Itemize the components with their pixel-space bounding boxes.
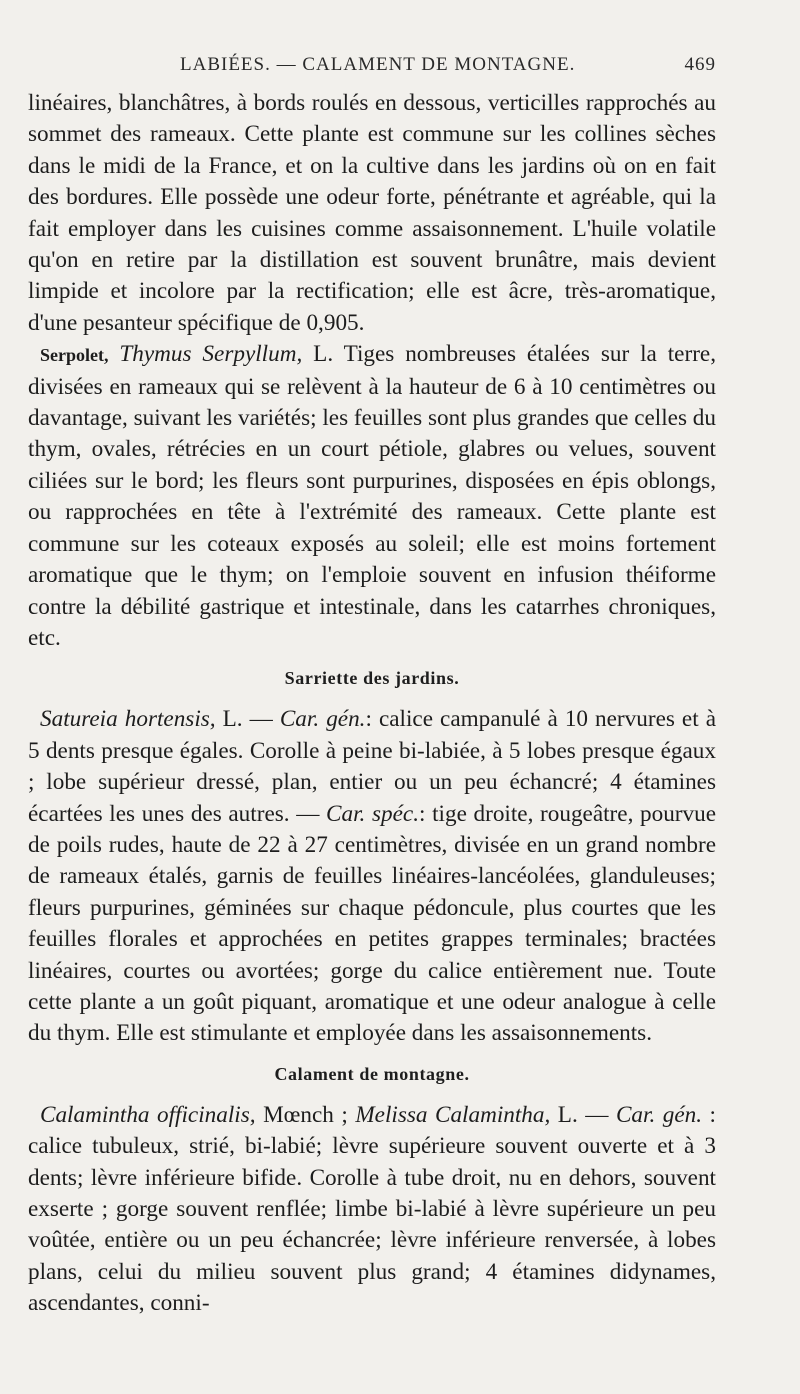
sarriette-genus-description: : calice campanulé à 10 nervures et à 5 dents presque égales. Corolle à peine bi-labiée, à 5 lobes presque égaux ; lobe supérieur dressé, plan, entier ou un peu échancré; 4 étamines écartées les unes des autres. — bbox=[28, 706, 716, 827]
car-gen-label: Car. gén. bbox=[279, 706, 366, 733]
sarriette-species-description: : tige droite, rougeâtre, pourvue de poils rudes, haute de 22 à 27 centimètres, divisée en un grand nombre de rameaux étalés, garnis de feuilles linéaires-lancéolées, glanduleuses; fleurs purpurines, géminées sur chaque pédoncule, plus courtes que les feuilles florales et approchées en petites grappes terminales; bractées linéaires, courtes ou avortées; gorge du calice entièrement nue. Toute cette plante a un goût piquant, aromatique et une odeur analogue à celle du thym. Elle est stimulante et employée dans les assaisonnements. bbox=[28, 800, 716, 1047]
page-number: 469 bbox=[684, 54, 716, 75]
car-gen-label-calament: Car. gén. bbox=[615, 1101, 703, 1128]
paragraph-calament bbox=[28, 1100, 716, 1320]
latin-name-thymus-serpyllum: Thymus Serpyllum, bbox=[119, 341, 303, 368]
running-head-title: LABIÉES. — CALAMENT DE MONTAGNE. bbox=[180, 54, 576, 75]
author-abbrev: L. — bbox=[215, 706, 280, 733]
entry-heading-serpolet: Serpolet, bbox=[40, 345, 109, 366]
section-title-calament: Calament de montagne. bbox=[274, 1063, 470, 1084]
car-spec-label: Car. spéc. bbox=[326, 800, 419, 827]
latin-name-calamintha: Calamintha officinalis, bbox=[40, 1101, 256, 1128]
section-title-sarriette: Sarriette des jardins. bbox=[284, 668, 460, 689]
running-head bbox=[28, 54, 716, 74]
paragraph-thym-continued: linéaires, blanchâtres, à bords roulés en dessous, verticilles rapprochés au sommet des rameaux. Cette plante est commune sur les collines sèches dans le midi de la France, et on la cultive dans les jardins où on en fait des bordures. Elle possède une odeur forte, pénétrante et agréable, qui la fait employer dans les cuisines comme assaisonnement. L'huile volatile qu'on en retire par la distillation est souvent brunâtre, mais devient limpide et incolore par la rectification; elle est âcre, très-aromatique, d'une pesanteur spécifique de 0,905. bbox=[28, 90, 716, 336]
calament-genus-description: : calice tubuleux, strié, bi-labié; lèvre supérieure souvent ouverte et à 3 dents; lèvre inférieure bifide. Corolle à tube droit, nu en dehors, souvent exserte ; gorge souvent renflée; limbe bi-labié à lèvre supérieure un peu voûtée, entière ou un peu échancrée; lèvre inférieure renversée, à lobes plans, celui du milieu souvent plus grand; 4 étamines didynames, ascendantes, conni- bbox=[28, 1101, 716, 1317]
body-text bbox=[28, 88, 716, 1320]
author-linnaeus: L. — bbox=[550, 1101, 616, 1128]
serpolet-description: L. Tiges nombreuses étalées sur la terre, divisées en rameaux qui se relèvent à la hauteur de 6 à 10 centimètres ou davantage, suivant les variétés; les feuilles sont plus grandes que celles du thym, ovales, rétrécies en un court pétiole, glabres ou velues, souvent ciliées sur le bord; les fleurs sont purpurines, disposées en épis oblongs, ou rapprochées en tête à l'extrémité des rameaux. Cette plante est commune sur les coteaux exposés au soleil; elle est moins fortement aromatique que le thym; on l'emploie souvent en infusion théiforme contre la débilité gastrique et intestinale, dans les catarrhes chroniques, etc. bbox=[28, 341, 717, 651]
author-moench: Mœnch ; bbox=[255, 1101, 356, 1128]
paragraph-serpolet bbox=[28, 339, 716, 654]
latin-name-satureia: Satureia hortensis, bbox=[40, 706, 216, 733]
paragraph-sarriette bbox=[28, 704, 716, 1049]
latin-name-melissa: Melissa Calamintha, bbox=[355, 1101, 551, 1128]
